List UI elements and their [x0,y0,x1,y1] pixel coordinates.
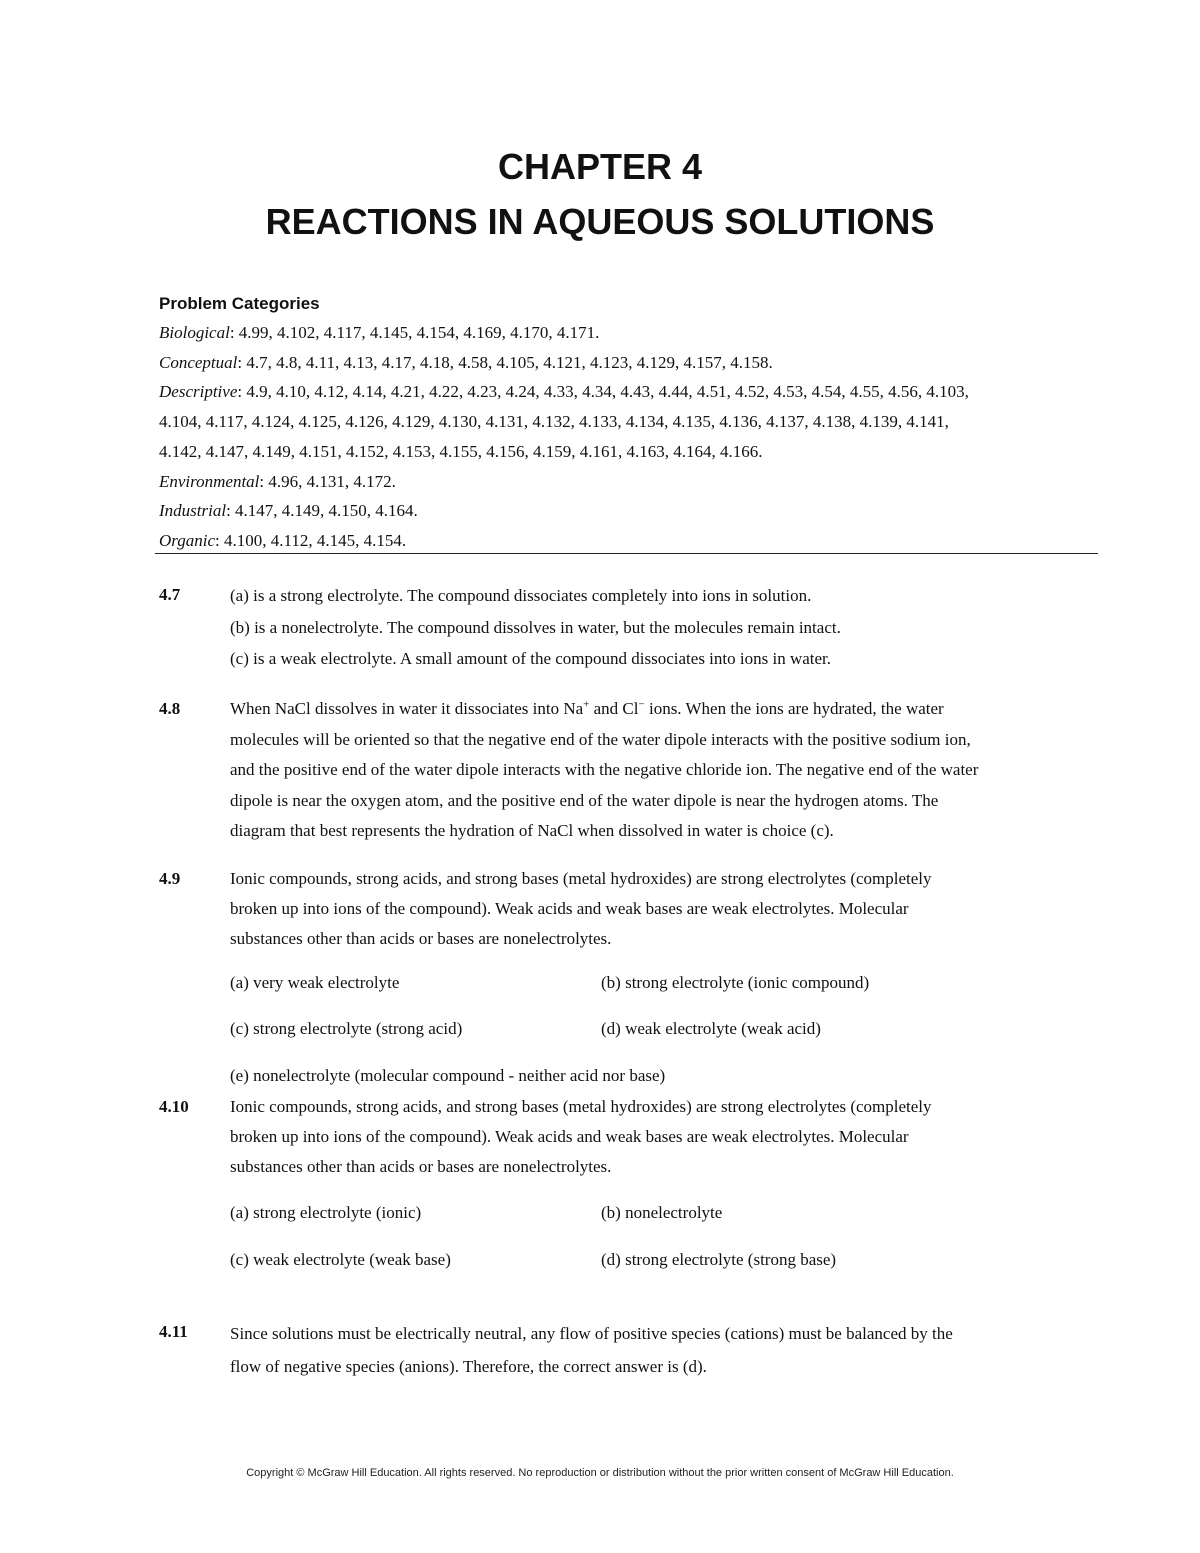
superscript-charge: − [638,698,645,711]
category-label: Biological [159,323,230,342]
category-conceptual [159,348,1104,378]
answer-line: broken up into ions of the compound). Weak acids and weak bases are weak electrolytes. Molecular [230,899,909,918]
option-c: (c) weak electrolyte (weak base) [230,1250,451,1269]
problem-answer-4-11 [230,1317,1105,1383]
option-d: (d) weak electrolyte (weak acid) [601,1019,821,1038]
answer-line: substances other than acids or bases are nonelectrolytes. [230,1157,612,1176]
answer-line: Ionic compounds, strong acids, and strong bases (metal hydroxides) are strong electrolytes (completely [230,1097,932,1116]
answer-line: flow of negative species (anions). Therefore, the correct answer is (d). [230,1357,707,1376]
answer-text: and Cl [589,699,639,718]
answer-line: (b) is a nonelectrolyte. The compound dissolves in water, but the molecules remain intact. [230,617,841,637]
answer-text: ions. When the ions are hydrated, the water [644,699,944,718]
category-label: Industrial [159,501,227,521]
option-a: (a) strong electrolyte (ionic) [230,1203,422,1222]
answer-line: diagram that best represents the hydration of NaCl when dissolved in water is choice (c). [230,821,834,840]
problem-answer-4-8 [230,694,1105,847]
problem-number: 4.9 [159,869,181,888]
divider [155,553,1098,554]
answer-line: substances other than acids or bases are nonelectrolytes. [230,929,612,948]
answer-line: molecules will be oriented so that the negative end of the water dipole interacts with the positive sodium ion, [230,729,971,749]
problem-categories-heading: Problem Categories [159,294,320,313]
category-label: Environmental [159,471,260,491]
option-a: (a) very weak electrolyte [230,973,400,992]
category-problems: : 4.100, 4.112, 4.145, 4.154. [215,530,407,550]
option-e: (e) nonelectrolyte (molecular compound - neither acid nor base) [230,1066,666,1085]
category-organic [159,526,1104,556]
category-problems: : 4.7, 4.8, 4.11, 4.13, 4.17, 4.18, 4.58, 4.105, 4.121, 4.123, 4.129, 4.157, 4.158. [237,352,773,372]
chapter-number: CHAPTER 4 [497,146,703,187]
chapter-title: REACTIONS IN AQUEOUS SOLUTIONS [265,201,935,242]
problem-number: 4.7 [159,585,181,604]
problem-number: 4.10 [159,1097,189,1116]
category-environmental [159,467,1104,497]
category-industrial [159,496,1104,526]
category-problems: : 4.99, 4.102, 4.117, 4.145, 4.154, 4.169, 4.170, 4.171. [229,323,600,342]
option-b: (b) strong electrolyte (ionic compound) [601,973,870,992]
problem-answer-4-7 [230,580,1105,675]
category-biological [159,318,1104,348]
category-problems: : 4.96, 4.131, 4.172. [259,471,396,491]
answer-line: dipole is near the oxygen atom, and the positive end of the water dipole is near the hydrogen atoms. The [230,790,939,810]
answer-line: Since solutions must be electrically neutral, any flow of positive species (cations) must be balanced by the [230,1324,953,1343]
option-c: (c) strong electrolyte (strong acid) [230,1019,463,1038]
option-d: (d) strong electrolyte (strong base) [601,1250,837,1269]
category-descriptive-cont: 4.104, 4.117, 4.124, 4.125, 4.126, 4.129, 4.130, 4.131, 4.132, 4.133, 4.134, 4.135, 4.136, 4.137, 4.138, 4.139, 4.141, [159,412,949,432]
copyright-footer: Copyright © McGraw Hill Education. All rights reserved. No reproduction or distribution without the prior written consent of McGraw Hill Education. [246,1467,954,1479]
problem-categories-list [159,318,1104,556]
category-label: Organic [159,530,216,550]
category-problems: : 4.9, 4.10, 4.12, 4.14, 4.21, 4.22, 4.23, 4.24, 4.33, 4.34, 4.43, 4.44, 4.51, 4.52, 4.53, 4.54, 4.55, 4.56, 4.103, [237,382,969,402]
answer-text: When NaCl dissolves in water it dissociates into Na [230,699,584,718]
answer-line: and the positive end of the water dipole interacts with the negative chloride ion. The negative end of the water [230,760,979,779]
option-b: (b) nonelectrolyte [601,1203,723,1222]
category-descriptive-cont: 4.142, 4.147, 4.149, 4.151, 4.152, 4.153, 4.155, 4.156, 4.159, 4.161, 4.163, 4.164, 4.166. [159,441,763,461]
category-problems: : 4.147, 4.149, 4.150, 4.164. [226,501,418,521]
category-label: Conceptual [159,352,238,372]
category-descriptive [159,377,1104,407]
problem-number: 4.8 [159,699,181,718]
answer-line: Ionic compounds, strong acids, and strong bases (metal hydroxides) are strong electrolytes (completely [230,869,932,888]
category-label: Descriptive [159,382,238,402]
problem-answer-4-9 [230,864,1105,954]
problem-answer-4-10 [230,1092,1105,1182]
superscript-charge: + [583,698,590,711]
answer-line: broken up into ions of the compound). Weak acids and weak bases are weak electrolytes. Molecular [230,1127,909,1146]
answer-line: (c) is a weak electrolyte. A small amount of the compound dissociates into ions in water. [230,649,832,668]
answer-line: (a) is a strong electrolyte. The compound dissociates completely into ions in solution. [230,586,812,605]
problem-number: 4.11 [159,1322,188,1341]
answer-line [230,694,1105,725]
